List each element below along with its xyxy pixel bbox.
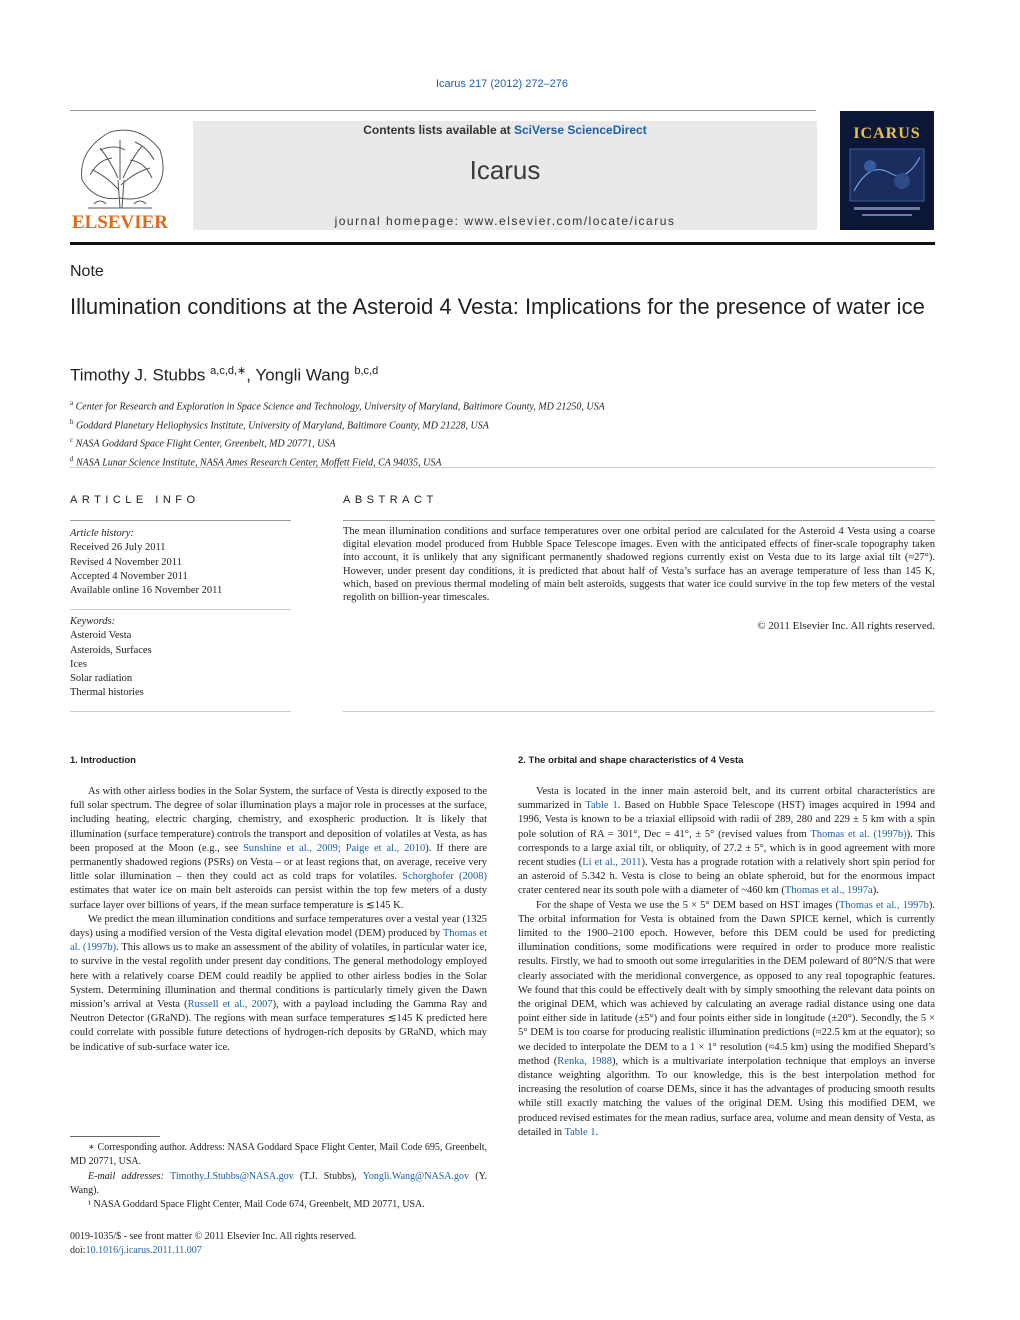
- journal-citation: [0, 78, 1004, 90]
- paragraph: [518, 899, 935, 1140]
- table-link[interactable]: Table 1: [585, 800, 618, 812]
- cover-artwork-icon: [840, 111, 934, 230]
- section-1-body: [70, 785, 487, 1055]
- keywords-label: Keywords:: [70, 616, 116, 627]
- affiliation-text: Center for Research and Exploration in Space Science and Technology, University of Maryland, Baltimore County, MD 21250, USA: [75, 401, 605, 413]
- email-link[interactable]: Timothy.J.Stubbs@NASA.gov: [170, 1170, 294, 1182]
- contents-line: [193, 123, 817, 137]
- article-info-rule: [70, 520, 291, 521]
- history-item: Available online 16 November 2011: [70, 585, 223, 597]
- affiliation-mark: d: [70, 454, 74, 463]
- header-rule: [70, 110, 816, 111]
- paragraph-text: Vesta is located in the inner main asteroid belt, and its current orbital characteristics are summarized in: [518, 786, 935, 812]
- email-owner: (T.J. Stubbs),: [293, 1170, 363, 1182]
- affiliation-text: NASA Lunar Science Institute, NASA Ames Research Center, Moffett Field, CA 94035, USA: [76, 457, 442, 469]
- affiliation-mark: a: [70, 399, 74, 407]
- paragraph-text: . This allows us to make an assessment of the ability of volatiles, in particular water ice, to survive in the vestal regolith under present day conditions. The general methodology employed here with a relatively coarse DEM could readily be applied to other airless bodies in the Solar System. Determining illumination and thermal conditions is particularly timely given the Dawn mission’s arrival at Vesta (: [70, 942, 487, 1011]
- paragraph-text: We predict the mean illumination conditions and surface temperatures over a vestal year (1325 days) using a modified version of the Vesta digital elevation model (DEM) produced by: [70, 913, 487, 940]
- reference-link[interactable]: Thomas et al., 1997a: [784, 885, 873, 897]
- corresponding-author-note: ∗ Corresponding author. Address: NASA Goddard Space Flight Center, Mail Code 695, Greenbelt, MD 20771, USA.: [70, 1142, 487, 1168]
- footnote-1: ¹ NASA Goddard Space Flight Center, Mail Code 674, Greenbelt, MD 20771, USA.: [88, 1199, 425, 1211]
- keyword: Asteroids, Surfaces: [70, 644, 152, 656]
- author-list: [70, 364, 378, 386]
- masthead-rule: [70, 242, 935, 245]
- article-info-heading: ARTICLE INFO: [70, 494, 200, 506]
- paragraph-text: . Based on Hubble Space Telescope (HST) images acquired in 1994 and 1996, Vesta is known to be a triaxial ellipsoid with radii of 289, 280 and 229 ± 5 km with a spin pole solution of RA = 301°, Dec = 41°, ± 5° (revised values from: [518, 800, 936, 840]
- section-2-title: 2. The orbital and shape characteristics of 4 Vesta: [518, 755, 744, 766]
- keyword: Thermal histories: [70, 687, 144, 699]
- email-note: [70, 1170, 487, 1199]
- issn-doi: [70, 1230, 356, 1258]
- abstract-copyright: © 2011 Elsevier Inc. All rights reserved.: [757, 620, 935, 632]
- email-label: E-mail addresses:: [88, 1170, 171, 1182]
- abstract-bottom-rule: [343, 711, 935, 712]
- article-history: [70, 527, 290, 598]
- paragraph-text: .: [595, 1126, 599, 1138]
- author-name[interactable]: Timothy J. Stubbs: [70, 365, 206, 385]
- reference-link[interactable]: Thomas et al. (1997b): [810, 828, 907, 840]
- paragraph-text: ). This corresponds to a large axial tilt, or obliquity, of 27.2 ± 5°, which is in good agreement with more recent studies (: [518, 828, 935, 869]
- affiliation: [70, 415, 605, 434]
- author-affil-marks[interactable]: a,c,d,∗: [210, 365, 247, 377]
- reference-link[interactable]: Thomas et al., 1997b: [839, 899, 929, 911]
- keyword: Solar radiation: [70, 673, 133, 685]
- paragraph: [70, 913, 487, 1055]
- paragraph: [518, 785, 935, 899]
- reference-link[interactable]: Renka, 1988: [557, 1055, 613, 1067]
- abstract-heading: ABSTRACT: [343, 494, 438, 506]
- reference-link[interactable]: Schorghofer (2008): [402, 871, 487, 883]
- doi-line: [70, 1244, 356, 1258]
- section-2-body: [518, 785, 935, 1140]
- citation-link[interactable]: Icarus 217 (2012) 272–276: [435, 78, 569, 90]
- affiliation-text: NASA Goddard Space Flight Center, Greenbelt, MD 20771, USA: [75, 438, 336, 450]
- svg-text:ELSEVIER: ELSEVIER: [71, 212, 169, 232]
- affiliation-text: Goddard Planetary Heliophysics Institute, University of Maryland, Baltimore County, MD 21228, USA: [76, 419, 489, 431]
- paragraph-text: estimates that water ice on main belt asteroids can persist within the top few meters of a dusty surface layer over billions of years, if the mean surface temperature is ≲145 K.: [70, 885, 487, 911]
- paragraph-text: ). If there are permanently shadowed regions (PSRs) on Vesta – or at least regions that, on average, receive very little solar illumination – then they could act as cold traps for volatiles.: [70, 842, 487, 883]
- doi-link[interactable]: 10.1016/j.icarus.2011.11.007: [85, 1245, 202, 1256]
- abstract-rule: [343, 520, 935, 521]
- history-item: Accepted 4 November 2011: [70, 570, 188, 582]
- paragraph-text: ). Vesta has a prograde rotation with a relatively short spin period for an asteroid of 5.342 h. Vesta is close to being an oblate spheroid, but for the enormous impact crater centered near its south pole with a diameter of ~460 km (: [518, 857, 935, 897]
- author-name[interactable]: Yongli Wang: [255, 365, 350, 385]
- journal-cover[interactable]: [840, 111, 934, 230]
- history-item: Revised 4 November 2011: [70, 556, 182, 568]
- history-item: Received 26 July 2011: [70, 542, 166, 554]
- paragraph-text: For the shape of Vesta we use the 5 × 5° DEM based on HST images (: [536, 899, 839, 911]
- history-label: Article history:: [70, 528, 134, 539]
- sciencedirect-link[interactable]: SciVerse ScienceDirect: [513, 123, 647, 137]
- reference-link[interactable]: Russell et al., 2007: [187, 999, 273, 1011]
- keyword: Ices: [70, 658, 87, 670]
- elsevier-logo[interactable]: [70, 120, 170, 232]
- header-separator: [70, 467, 935, 468]
- info-bottom-rule: [70, 711, 291, 712]
- section-1-title: 1. Introduction: [70, 755, 136, 766]
- affiliation: [70, 433, 605, 452]
- email-link[interactable]: Yongli.Wang@NASA.gov: [362, 1170, 469, 1182]
- paragraph-text: ), with a payload including the Gamma Ray and Neutron Detector (GRaND). The regions with mean surface temperatures ≲145 K predicted here could correlate with possible future detections of hydrogen-rich deposits by GRaND, which may be indicative of sub-surface water ice.: [70, 999, 487, 1053]
- affiliations: [70, 396, 605, 471]
- keywords: [70, 615, 290, 701]
- paragraph: [70, 785, 487, 913]
- reference-link[interactable]: Sunshine et al., 2009; Paige et al., 2010: [243, 842, 426, 854]
- article-title: Illumination conditions at the Asteroid 4 Vesta: Implications for the presence of water ice: [70, 294, 925, 319]
- journal-name: Icarus: [469, 155, 541, 185]
- homepage-prefix: journal homepage:: [334, 214, 465, 228]
- affiliation-mark: b: [70, 417, 74, 426]
- paragraph-text: As with other airless bodies in the Solar System, the surface of Vesta is directly exposed to the full solar spectrum. The degree of solar illumination plays a major role in processes at the surface, including heating, electric charging, chemistry, and exospheric production. It is likely that illumination (surface temperature) controls the transport and deposition of volatiles at Vesta, as has been proposed at the Moon (e.g., see: [70, 786, 487, 854]
- paragraph-text: ).: [872, 885, 879, 897]
- abstract-text: The mean illumination conditions and surface temperatures over one orbital period are calculated for the Asteroid 4 Vesta using a coarse digital elevation model produced from Hubble Space Telescope images. Even with the anticipated effects of finer-scale topography taken into account, it is unlikely that any significant permanently shadowed regions currently exist on Vesta due to its large axial tilt (≈27°). However, under present day conditions, it is predicted that about half of Vesta’s surface has an average temperature of less than 145 K, which, based on previous thermal modeling of main belt asteroids, suggests that water ice could survive in the top few meters of the vestal regolith on billion-year timescales.: [343, 526, 935, 604]
- author-affil-marks[interactable]: b,c,d: [354, 365, 379, 377]
- reference-link[interactable]: Thomas et al. (1997b): [70, 928, 487, 954]
- footnotes: [70, 1141, 487, 1212]
- paragraph-text: ), which is a multivariate interpolation technique that employs an inverse distance weighting algorithm. To our knowledge, this is the best interpolation method for increasing the resolution of coarse DEMs, since it has the advantages of producing smooth results while still exactly matching the values of the original DEM. Using this modified DEM, we produced revised estimates for the mean radius, surface area, volume and mean density of Vesta, as detailed in: [518, 1055, 935, 1138]
- keywords-rule: [70, 609, 291, 610]
- footnote-rule: [70, 1136, 160, 1137]
- keyword: Asteroid Vesta: [70, 630, 132, 642]
- paragraph-text: ). The orbital information for Vesta is obtained from the Dawn SPICE kernel, which is currently limited to the 1900–2100 epoch. However, before this DEM could be used for predicting illumination conditions, some modifications were required in order to produce more realistic results. Firstly, we had to smooth out some irregularities in the DEM poleward of 80°N/S that were clearly associated with the meridional convergence, as opposed to any real topographic features. We found that this could be effectively dealt with by simply smoothing the relevant data points on the original DEM, which was achieved by calculating an average radial distance using one data point either side in latitude (±5°) and four points either side in longitude (±20°). Secondly, the 5 × 5° DEM is too coarse for producing realistic illumination predictions (≈22.5 km at the equator); so we decided to interpolate the DEM to a 1 × 1° resolution (≈4.5 km) using the modified Shepard’s method (: [518, 899, 935, 1067]
- elsevier-tree-icon: [70, 120, 170, 232]
- homepage-link[interactable]: www.elsevier.com/locate/icarus: [464, 214, 676, 228]
- article-type: Note: [70, 263, 104, 280]
- journal-masthead: [193, 121, 817, 230]
- email-owner: (Y. Wang).: [70, 1170, 487, 1196]
- cover-title: ICARUS: [853, 125, 921, 142]
- table-link[interactable]: Table 1: [564, 1126, 596, 1138]
- issn-line: 0019-1035/$ - see front matter © 2011 Elsevier Inc. All rights reserved.: [70, 1231, 357, 1242]
- contents-prefix: Contents lists available at: [363, 123, 514, 137]
- doi-prefix: doi:: [70, 1245, 86, 1256]
- reference-link[interactable]: Li et al., 2011: [582, 857, 642, 869]
- affiliation-mark: c: [70, 436, 74, 445]
- journal-homepage: [193, 214, 817, 228]
- author-separator: ,: [246, 365, 256, 385]
- affiliation: [70, 396, 605, 415]
